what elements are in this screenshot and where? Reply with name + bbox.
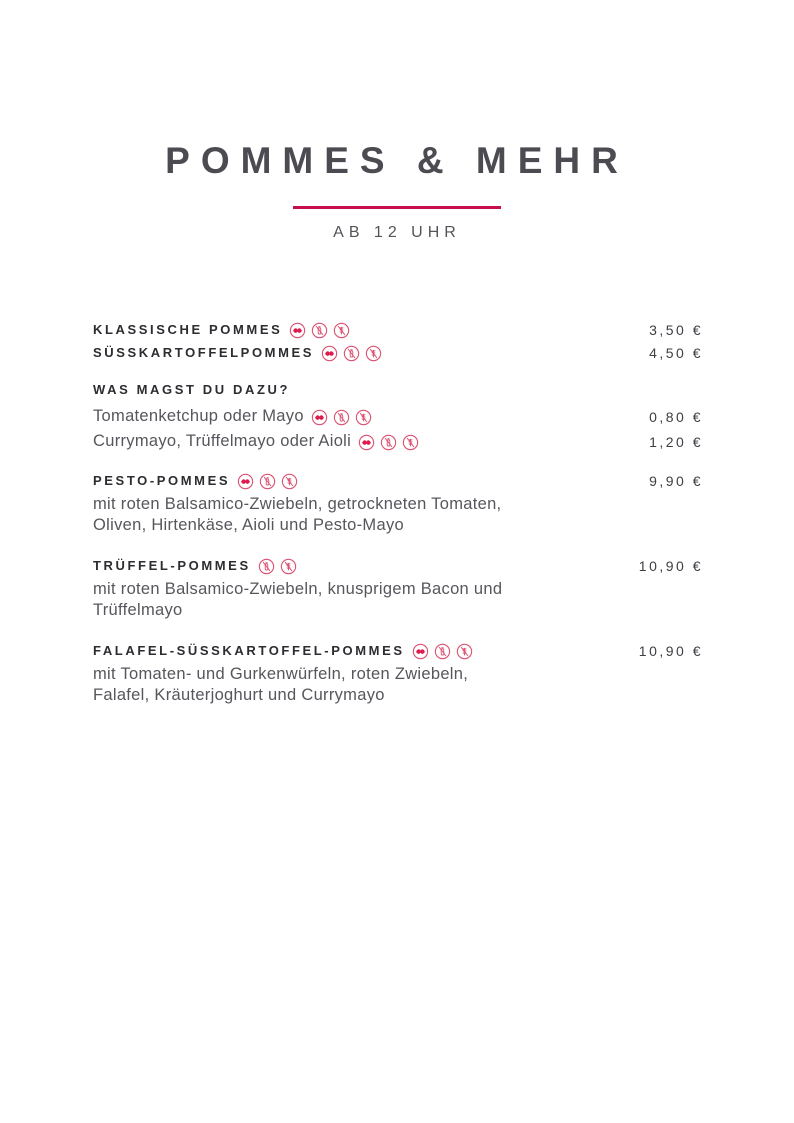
menu-group: [93, 382, 703, 451]
gluten-free-icon: [333, 322, 350, 339]
menu-item-description: [93, 494, 703, 536]
opening-time-subtitle: AB 12 UHR: [333, 224, 461, 241]
vegan-icon: [237, 473, 254, 490]
menu-group: [93, 472, 703, 536]
menu-item-left: [93, 557, 297, 574]
lactose-free-icon: [380, 434, 397, 451]
menu-item-name: SÜSSKARTOFFELPOMMES: [93, 345, 315, 360]
description-line: Oliven, Hirtenkäse, Aioli und Pesto-Mayo: [93, 516, 404, 534]
dietary-icons: [258, 558, 297, 575]
dietary-icons: [412, 643, 473, 660]
menu-item-price: 3,50 €: [649, 321, 703, 338]
menu-item-row: [93, 642, 703, 659]
menu-item-left: [93, 344, 382, 361]
menu-item-row: [93, 344, 703, 361]
lactose-free-icon: [333, 409, 350, 426]
section-heading: WAS MAGST DU DAZU?: [93, 382, 291, 397]
vegan-icon: [412, 643, 429, 660]
menu-item-price: 4,50 €: [649, 344, 703, 361]
menu-item: [93, 407, 703, 426]
menu-item-name: FALAFEL-SÜSSKARTOFFEL-POMMES: [93, 643, 405, 658]
menu-item-name: KLASSISCHE POMMES: [93, 322, 283, 337]
description-line: Trüffelmayo: [93, 601, 183, 619]
gluten-free-icon: [402, 434, 419, 451]
menu-item: [93, 472, 703, 536]
menu-item-description: [93, 664, 703, 706]
dietary-icons: [289, 322, 350, 339]
menu-item: [93, 344, 703, 361]
menu-item: [93, 642, 703, 706]
menu-item: [93, 432, 703, 451]
menu-item: [93, 557, 703, 621]
menu-item-price: 10,90 €: [638, 557, 703, 574]
description-line: mit roten Balsamico-Zwiebeln, getrockneten Tomaten,: [93, 495, 502, 513]
menu-item-left: [93, 407, 372, 426]
menu-item-name: TRÜFFEL-POMMES: [93, 558, 251, 573]
dietary-icons: [358, 434, 419, 451]
menu-item-price: 10,90 €: [638, 642, 703, 659]
menu-item-left: [93, 472, 298, 489]
vegan-icon: [289, 322, 306, 339]
menu-header: [0, 0, 794, 242]
vegan-icon: [321, 345, 338, 362]
menu-group: [93, 642, 703, 706]
dietary-icons: [311, 409, 372, 426]
menu-item-name: PESTO-POMMES: [93, 473, 231, 488]
menu-item-price: 1,20 €: [649, 433, 703, 450]
description-line: mit roten Balsamico-Zwiebeln, knusprigem Bacon und: [93, 580, 503, 598]
lactose-free-icon: [343, 345, 360, 362]
title-divider: [293, 206, 501, 209]
vegan-icon: [358, 434, 375, 451]
menu-item-row: [93, 432, 703, 451]
menu-item-description: [93, 579, 703, 621]
dietary-icons: [237, 473, 298, 490]
menu-group: [93, 321, 703, 361]
menu-item-left: [93, 642, 473, 659]
gluten-free-icon: [456, 643, 473, 660]
menu-item-left: [93, 321, 350, 338]
description-line: mit Tomaten- und Gurkenwürfeln, roten Zwiebeln,: [93, 665, 469, 683]
menu-item-name: Currymayo, Trüffelmayo oder Aioli: [93, 432, 352, 450]
description-line: Falafel, Kräuterjoghurt und Currymayo: [93, 686, 385, 704]
gluten-free-icon: [281, 473, 298, 490]
menu-list: [0, 242, 794, 706]
gluten-free-icon: [355, 409, 372, 426]
gluten-free-icon: [365, 345, 382, 362]
menu-item-price: 9,90 €: [649, 472, 703, 489]
lactose-free-icon: [258, 558, 275, 575]
menu-item-row: [93, 407, 703, 426]
menu-group: [93, 557, 703, 621]
lactose-free-icon: [434, 643, 451, 660]
menu-item: [93, 321, 703, 338]
menu-item-price: 0,80 €: [649, 408, 703, 425]
page-title: POMMES & MEHR: [165, 140, 629, 181]
menu-item-row: [93, 472, 703, 489]
dietary-icons: [321, 345, 382, 362]
menu-item-row: [93, 557, 703, 574]
lactose-free-icon: [311, 322, 328, 339]
menu-item-name: Tomatenketchup oder Mayo: [93, 407, 304, 425]
menu-item-row: [93, 321, 703, 338]
menu-item-left: [93, 432, 419, 451]
vegan-icon: [311, 409, 328, 426]
lactose-free-icon: [259, 473, 276, 490]
gluten-free-icon: [280, 558, 297, 575]
